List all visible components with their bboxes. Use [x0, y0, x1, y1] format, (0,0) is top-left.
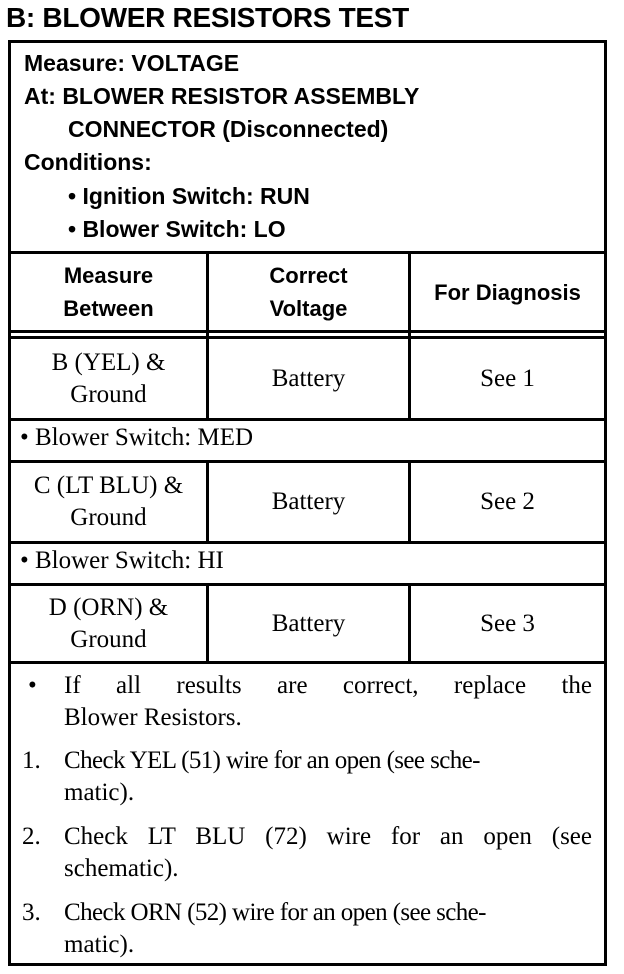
row2-measure-line1: C (LT BLU) &	[33, 472, 184, 499]
row3-measure-line2: Ground	[70, 625, 147, 653]
row1-diagnosis	[411, 339, 604, 418]
note-bullet-text	[64, 670, 592, 734]
header-correct-voltage	[209, 254, 408, 330]
header-correct-voltage-line2: Voltage	[269, 296, 348, 321]
divider-row3	[8, 661, 607, 664]
row1-voltage-text: Battery	[271, 364, 346, 392]
row3-measure	[11, 586, 206, 661]
note-2-line1: Check LT BLU (72) wire for an open (see	[64, 823, 592, 850]
note-2-text	[64, 821, 592, 885]
note-2-line2: schematic).	[64, 855, 179, 882]
note-3-marker: 3.	[22, 899, 41, 926]
header-measure-between-line2: Between	[63, 296, 154, 321]
row3-voltage	[209, 586, 408, 661]
header-measure-between-line1: Measure	[63, 263, 154, 288]
note-bullet-marker: •	[28, 672, 37, 699]
header-for-diagnosis-text: For Diagnosis	[434, 279, 581, 305]
row1-diagnosis-text: See 1	[480, 364, 535, 392]
row3-measure-line1: D (ORN) &	[48, 593, 169, 621]
note-1-text	[64, 745, 592, 809]
page-title: B: BLOWER RESISTORS TEST	[6, 2, 409, 33]
divider-row1	[8, 418, 607, 421]
row1-measure	[11, 339, 206, 418]
row1-measure-line2: Ground	[70, 380, 147, 408]
condition-blower-lo: • Blower Switch: LO	[68, 216, 286, 242]
header-for-diagnosis	[411, 254, 604, 330]
note-2	[22, 821, 592, 887]
measure-type: Measure: VOLTAGE	[24, 50, 240, 76]
measure-location-continued: CONNECTOR (Disconnected)	[68, 116, 389, 142]
divider-header-top	[8, 330, 607, 333]
note-bullet-line2: Blower Resistors.	[64, 704, 242, 731]
divider-row2	[8, 541, 607, 544]
note-bullet-line1: If all results are correct, replace the	[64, 672, 592, 699]
note-3-text	[64, 897, 592, 961]
subcondition-hi: • Blower Switch: HI	[20, 547, 224, 574]
row2-diagnosis-text: See 2	[480, 488, 535, 515]
note-bullet	[22, 670, 592, 736]
note-3-line2: matic).	[64, 931, 135, 958]
row2-diagnosis	[411, 463, 604, 541]
row2-voltage	[209, 463, 408, 541]
row2-measure-line2: Ground	[70, 504, 147, 531]
header-measure-between	[11, 254, 206, 330]
row3-diagnosis	[411, 586, 604, 661]
note-1-line1: Check YEL (51) wire for an open (see sche-	[64, 747, 480, 774]
header-correct-voltage-line1: Correct	[269, 263, 348, 288]
subcondition-med: • Blower Switch: MED	[20, 424, 254, 451]
row2-measure	[11, 463, 206, 541]
note-1	[22, 745, 592, 811]
row3-voltage-text: Battery	[271, 609, 346, 637]
note-1-line2: matic).	[64, 779, 135, 806]
condition-ignition: • Ignition Switch: RUN	[68, 183, 310, 209]
note-2-marker: 2.	[22, 823, 41, 850]
note-3	[22, 897, 592, 963]
conditions-label: Conditions:	[24, 149, 152, 175]
row3-diagnosis-text: See 3	[480, 609, 535, 637]
row1-measure-line1: B (YEL) &	[51, 348, 166, 376]
row2-voltage-text: Battery	[271, 488, 346, 515]
note-1-marker: 1.	[22, 747, 41, 774]
measure-location: At: BLOWER RESISTOR ASSEMBLY	[24, 83, 420, 109]
row1-voltage	[209, 339, 408, 418]
note-3-line1: Check ORN (52) wire for an open (see sche-	[64, 899, 486, 926]
